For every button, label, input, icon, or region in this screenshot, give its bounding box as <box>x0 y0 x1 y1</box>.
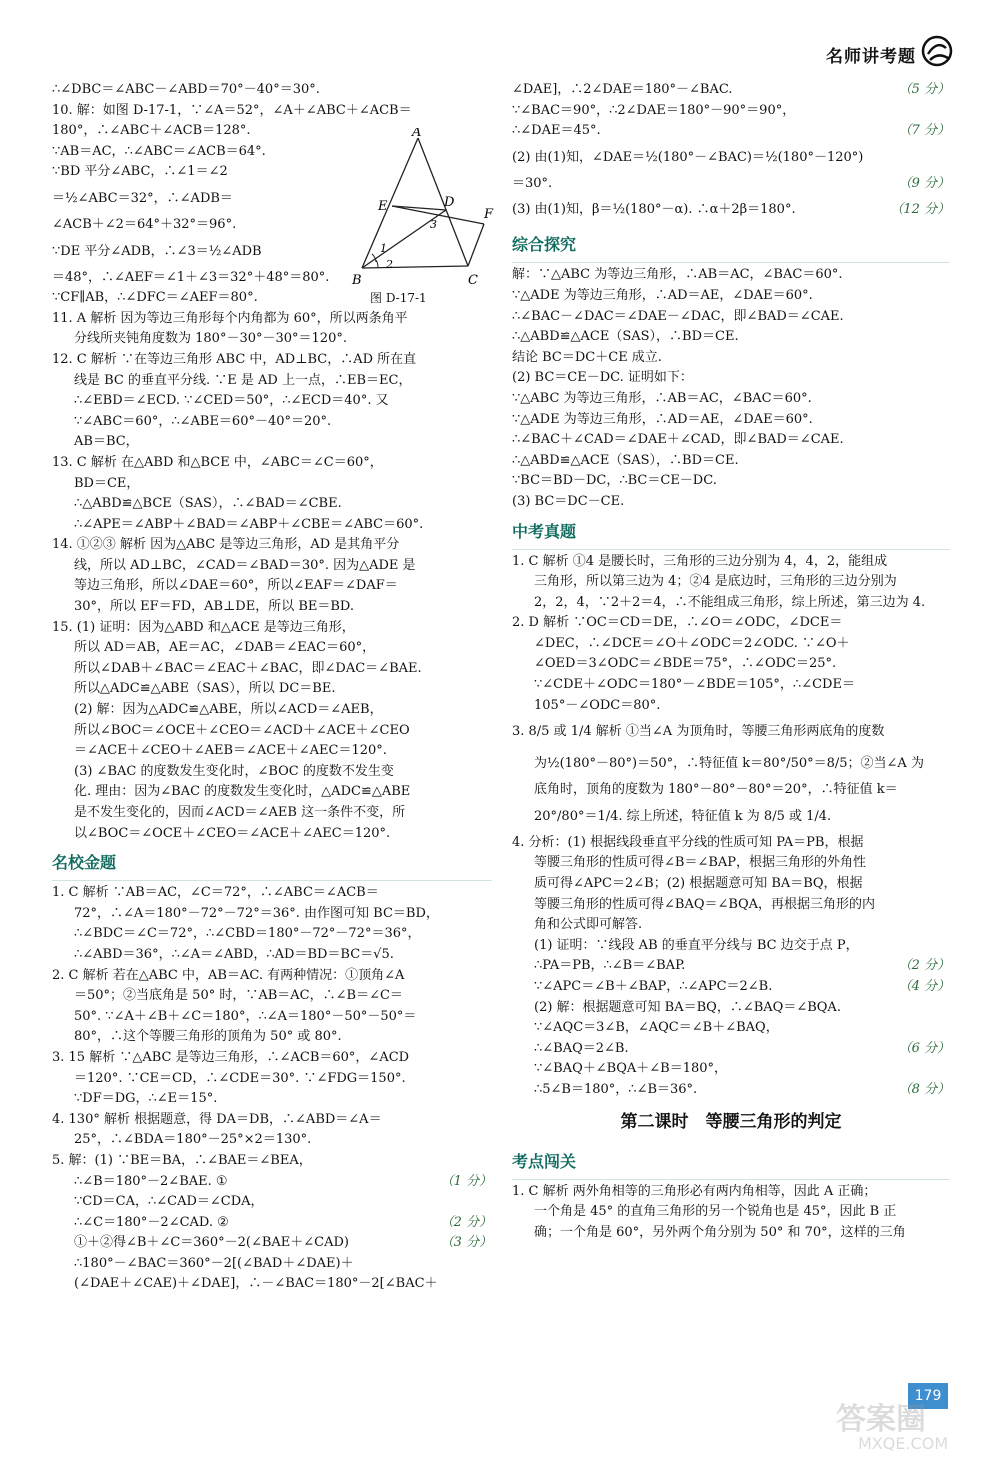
fig-label: 3 <box>430 218 437 231</box>
line-text: ∴∠B＝180°－2∠BAE. ① <box>74 1173 228 1189</box>
score-points: （4 分） <box>898 979 950 994</box>
line-text: 80°，∴这个等腰三角形的顶角为 50° 或 80°. <box>74 1029 342 1045</box>
watermark-logo-icon <box>828 1395 978 1453</box>
text-line <box>52 597 492 618</box>
text-line <box>512 194 950 226</box>
text-line <box>512 1202 950 1223</box>
line-text: 所以∠DAB＋∠BAC＝∠EAC＋∠BAC，即∠DAC＝∠BAE. <box>74 660 422 676</box>
text-line <box>52 700 492 721</box>
text-line <box>52 1192 492 1213</box>
line-text: ∵∠BAQ＋∠BQA＋∠B＝180°， <box>534 1061 728 1077</box>
fig-label: C <box>468 273 478 288</box>
line-text: ∴5∠B＝180°，∴∠B＝36°. <box>534 1081 698 1097</box>
text-line <box>52 1048 492 1069</box>
line-text: 3. 15 解析 ∵△ABC 是等边三角形，∴∠ACB＝60°，∠ACD <box>52 1049 410 1065</box>
text-line <box>512 430 950 451</box>
line-text: 4. 分析：(1) 根据线段垂直平分线的性质可知 PA＝PB，根据 <box>512 834 864 850</box>
line-text: ∴∠ABD＝36°，∴∠A＝∠ABD，∴AD＝BD＝BC＝√5. <box>74 946 394 962</box>
text-line <box>512 895 950 916</box>
line-text: 12. C 解析 ∵在等边三角形 ABC 中，AD⊥BC，∴AD 所在直 <box>52 351 417 367</box>
figure-caption: 图 D-17-1 <box>370 291 427 305</box>
line-text: (3) ∠BAC 的度数发生变化时，∠BOC 的度数不发生变 <box>74 763 394 779</box>
right-column <box>512 80 950 1243</box>
triangle-diagram <box>340 128 496 288</box>
text-line <box>512 471 950 492</box>
score-points: （5 分） <box>898 82 950 97</box>
line-text: (1) 证明：∵线段 AB 的垂直平分线与 BC 边交于点 P， <box>534 937 859 953</box>
section-heading <box>512 228 950 263</box>
text-line <box>52 391 492 412</box>
left-column <box>52 80 492 1295</box>
text-line <box>52 1233 492 1254</box>
text-line <box>52 618 492 639</box>
text-line <box>52 412 492 433</box>
text-line <box>52 924 492 945</box>
text-line <box>512 613 950 634</box>
text-line <box>512 654 950 675</box>
text-line <box>512 101 950 122</box>
text-line <box>52 1172 492 1193</box>
text-line <box>52 1274 492 1295</box>
text-line <box>52 638 492 659</box>
fig-label: B <box>352 273 362 288</box>
line-text: 等边三角形，所以∠DAE＝60°，所以∠EAF＝∠DAF＝ <box>74 578 398 594</box>
fig-label: 2 <box>386 258 393 271</box>
page-number: 179 <box>908 1383 948 1409</box>
line-text: 11. A 解析 因为等边三角形每个内角都为 60°，所以两条角平 <box>52 310 408 326</box>
line-text: 50°. ∵∠A＋∠B＋∠C＝180°，∴∠A＝180°－50°－50°＝ <box>74 1008 417 1024</box>
text-line <box>52 1007 492 1028</box>
brand-logo-icon <box>920 34 954 68</box>
text-line <box>512 593 950 614</box>
line-text: (2) 解：根据题意可知 BA＝BQ，∴∠BAQ＝∠BQA. <box>534 999 841 1015</box>
text-line <box>52 1254 492 1275</box>
text-line <box>52 883 492 904</box>
text-line <box>52 474 492 495</box>
line-text: 2. D 解析 ∵OC＝CD＝DE，∴∠O＝∠ODC，∠DCE＝ <box>512 615 843 631</box>
text-line <box>512 634 950 655</box>
score-points: （1 分） <box>440 1173 492 1189</box>
line-text: 2，2，4，∵2＋2＝4，∴不能组成三角形，综上所述，第三边为 4. <box>534 594 926 610</box>
text-line <box>52 101 492 122</box>
text-line <box>512 1059 950 1080</box>
line-text: 第二课时 等腰三角形的判定 <box>620 1111 842 1132</box>
text-line <box>512 389 950 410</box>
line-text: 4. 130° 解析 根据题意，得 DA＝DB，∴∠ABD＝∠A＝ <box>52 1111 382 1127</box>
line-text: 名校金题 <box>52 853 117 873</box>
line-text: ∵BD 平分∠ABC，∴∠1＝∠2 <box>52 164 228 180</box>
line-text: 解：∵△ABC 为等边三角形，∴AB＝AC，∠BAC＝60°. <box>512 267 843 283</box>
line-text: ∴∠BDC＝∠C＝72°，∴∠CBD＝180°－72°－72°＝36°， <box>74 926 421 942</box>
line-text: ∵∠ABC＝60°，∴∠ABE＝60°－40°＝20°. <box>74 413 332 429</box>
line-text: 10. 解：如图 D-17-1，∵∠A＝52°，∠A＋∠ABC＋∠ACB＝ <box>52 102 412 118</box>
text-line <box>512 348 950 369</box>
line-text: 中考真题 <box>512 521 577 541</box>
text-line <box>512 142 950 174</box>
section-heading <box>52 846 492 881</box>
text-line <box>52 494 492 515</box>
line-text: (2) 解：因为△ADC≌△ABE，所以∠ACD＝∠AEB， <box>74 702 383 718</box>
lesson-heading <box>512 1101 950 1143</box>
fig-label: E <box>378 199 388 214</box>
text-line <box>512 265 950 286</box>
line-text: 72°，∴∠A＝180°－72°－72°＝36°. 由作图可知 BC＝BD， <box>74 905 439 921</box>
score-points: （12 分） <box>890 202 950 218</box>
line-text: 2. C 解析 若在△ABC 中，AB＝AC. 有两种情况：①顶角∠A <box>52 967 405 983</box>
text-line <box>52 1110 492 1131</box>
text-line <box>512 1039 950 1060</box>
line-text: ∠OED＝3∠ODC＝∠BDE＝75°，∴∠ODC＝25°. <box>534 656 837 672</box>
score-points: （7 分） <box>898 123 950 139</box>
text-line <box>512 451 950 472</box>
text-line <box>52 432 492 453</box>
line-text: 180°，∴∠ABC＋∠ACB＝128°. <box>52 123 251 139</box>
fig-label-a: A <box>412 128 422 140</box>
text-line <box>52 1151 492 1172</box>
line-text: ∴∠BAC＋∠CAD＝∠DAE＋∠CAD，即∠BAD＝∠CAE. <box>512 432 844 448</box>
text-line <box>52 945 492 966</box>
text-line <box>512 915 950 936</box>
section-heading <box>512 515 950 550</box>
score-points: （6 分） <box>898 1040 950 1056</box>
text-line <box>512 1223 950 1244</box>
text-line <box>52 350 492 371</box>
line-text: ∴△ABD≌△ACE（SAS），∴BD＝CE. <box>512 329 739 345</box>
line-text: BD＝CE， <box>74 475 140 491</box>
line-text: ∴∠DBC＝∠ABC－∠ABD＝70°－40°＝30°. <box>52 82 320 97</box>
text-line <box>512 80 950 101</box>
score-points: （9 分） <box>898 175 950 191</box>
line-text: ∴∠DAE＝45°. <box>512 123 601 139</box>
line-text: 是不发生变化的，因而∠ACD＝∠AEB 这一条件不变，所 <box>74 805 406 820</box>
text-line <box>512 1182 950 1203</box>
line-text: 综合探究 <box>512 235 577 255</box>
line-text: ∵BC＝BD－DC，∴BC＝CE－DC. <box>512 473 717 489</box>
text-line <box>512 1080 950 1101</box>
line-text: ＝½∠ABC＝32°，∴∠ADB＝ <box>52 190 233 206</box>
text-line <box>512 1018 950 1039</box>
text-line <box>52 762 492 783</box>
line-text: ∴∠C＝180°－2∠CAD. ② <box>74 1214 229 1230</box>
line-text: 20°/80°＝1/4. 综上所述，特征值 k 为 8/5 或 1/4. <box>534 808 832 824</box>
text-line <box>512 572 950 593</box>
line-text: ∴△ABD≌△BCE（SAS），∴∠BAD＝∠CBE. <box>74 496 342 512</box>
line-text: ＝48°，∴∠AEF＝∠1＋∠3＝32°＋48°＝80°. <box>52 269 330 285</box>
text-line <box>512 552 950 573</box>
line-text: (2) 由(1)知，∠DAE＝½(180°－∠BAC)＝½(180°－120°) <box>512 149 864 165</box>
text-line <box>52 1069 492 1090</box>
svg-text:MXQE.COM: MXQE.COM <box>858 1434 949 1453</box>
line-text: ∠ACB＋∠2＝64°＋32°＝96°. <box>52 216 237 232</box>
text-line <box>512 801 950 833</box>
text-line <box>512 675 950 696</box>
line-text: ∴∠BAQ＝2∠B. <box>534 1040 629 1056</box>
line-text: 13. C 解析 在△ABD 和△BCE 中，∠ABC＝∠C＝60°， <box>52 454 383 470</box>
fig-label: 1 <box>380 242 387 255</box>
line-text: ∵CD＝CA，∴∠CAD＝∠CDA， <box>74 1194 264 1210</box>
text-line <box>52 515 492 536</box>
line-text: 15. (1) 证明：因为△ABD 和△ACE 是等边三角形， <box>52 619 355 635</box>
line-text: ∵△ADE 为等边三角形，∴AD＝AE，∠DAE＝60°. <box>512 287 813 303</box>
line-text: ∴△ABD≌△ACE（SAS），∴BD＝CE. <box>512 452 739 468</box>
text-line <box>52 1130 492 1151</box>
line-text: 一个角是 45° 的直角三角形的另一个锐角也是 45°，因此 B 正 <box>534 1204 897 1220</box>
fig-label: D <box>444 195 455 210</box>
header-title: 名师讲考题 <box>826 47 916 67</box>
score-points: （8 分） <box>898 1081 950 1097</box>
text-line <box>52 1089 492 1110</box>
line-text: (2) BC＝CE－DC. 证明如下： <box>512 370 693 386</box>
line-text: ∴∠APE＝∠ABP＋∠BAD＝∠ABP＋∠CBE＝∠ABC＝60°. <box>74 516 424 532</box>
line-text: ∠DAE]，∴2∠DAE＝180°－∠BAC. <box>512 82 733 97</box>
text-line <box>52 679 492 700</box>
text-line <box>512 368 950 389</box>
text-line <box>512 956 950 977</box>
text-line <box>512 936 950 957</box>
text-line <box>52 371 492 392</box>
line-text: 25°，∴∠BDA＝180°－25°×2＝130°. <box>74 1132 312 1148</box>
line-text: 等腰三角形的性质可得∠B＝∠BAP，根据三角形的外角性 <box>534 855 867 871</box>
score-points: （2 分） <box>898 958 950 974</box>
line-text: ∵DF＝DG，∴∠E＝15°. <box>74 1091 218 1107</box>
line-text: 3. 8/5 或 1/4 解析 ①当∠A 为顶角时，等腰三角形两底角的度数 <box>512 724 885 740</box>
score-points: （3 分） <box>440 1235 492 1251</box>
text-line <box>512 410 950 431</box>
line-text: 等腰三角形的性质可得∠BAQ＝∠BQA，再根据三角形的内 <box>534 896 875 912</box>
text-line <box>52 576 492 597</box>
line-text: 所以∠BOC＝∠OCE＋∠CEO＝∠ACD＋∠ACE＋∠CEO <box>74 722 410 738</box>
section-heading <box>512 1145 950 1180</box>
line-text: ∴180°－∠BAC＝360°－2[(∠BAD＋∠DAE)＋ <box>74 1255 354 1271</box>
text-line <box>52 824 492 845</box>
text-line <box>52 782 492 803</box>
text-line <box>512 977 950 998</box>
text-line <box>512 492 950 513</box>
text-line <box>512 121 950 142</box>
line-text: ∵∠APC＝∠B＋∠BAP，∴∠APC＝2∠B. <box>534 979 773 994</box>
line-text: 线，所以 AD⊥BC，∠CAD＝∠BAD＝30°. 因为△ADE 是 <box>74 557 416 573</box>
line-text: ∴∠EBD＝∠ECD. ∵∠CED＝50°，∴∠ECD＝40°. 又 <box>74 393 389 409</box>
line-text: 质可得∠APC＝2∠B；(2) 根据题意可知 BA＝BQ，根据 <box>534 876 863 892</box>
line-text: 三角形，所以第三边为 4；②4 是底边时，三角形的三边分别为 <box>534 574 897 590</box>
text-line <box>52 904 492 925</box>
line-text: ①＋②得∠B＋∠C＝360°－2(∠BAE＋∠CAD) <box>74 1235 349 1251</box>
text-line <box>52 966 492 987</box>
score-points: （2 分） <box>440 1214 492 1230</box>
text-line <box>52 453 492 474</box>
text-line <box>52 803 492 824</box>
line-text: 确；一个角是 60°，另外两个角分别为 50° 和 70°，这样的三角 <box>534 1224 906 1240</box>
line-text: ＝∠ACE＋∠CEO＋∠AEB＝∠ACE＋∠AEC＝120°. <box>74 743 387 759</box>
line-text: ＝50°；②当底角是 50° 时，∵AB＝AC，∴∠B＝∠C＝ <box>74 988 403 1004</box>
text-line <box>52 1213 492 1234</box>
text-line <box>512 696 950 717</box>
line-text: ∵CF∥AB，∴∠DFC＝∠AEF＝80°. <box>52 290 258 306</box>
line-text: (3) 由(1)知，β＝½(180°－α). ∴α＋2β＝180°. <box>512 202 796 218</box>
line-text: 105°－∠ODC＝80°. <box>534 697 661 713</box>
line-text: 1. C 解析 两外角相等的三角形必有两内角相等，因此 A 正确； <box>512 1183 877 1199</box>
text-line <box>52 535 492 556</box>
line-text: ∵∠AQC＝3∠B，∠AQC＝∠B＋∠BAQ， <box>534 1020 779 1036</box>
line-text: 以∠BOC＝∠OCE＋∠CEO＝∠ACE＋∠AEC＝120°. <box>74 825 391 841</box>
line-text: 所以 AD＝AB，AE＝AC，∠DAB＝∠EAC＝60°， <box>74 640 376 656</box>
text-line <box>52 659 492 680</box>
text-line <box>512 716 950 748</box>
line-text: 角和公式即可解答. <box>534 917 643 933</box>
line-text: 为½(180°－80°)＝50°，∴特征值 k＝80°/50°＝8/5；②当∠A 为 <box>534 756 924 772</box>
line-text: 分线所夹钝角度数为 180°－30°－30°＝120°. <box>74 331 347 347</box>
svg-text:答案圈: 答案圈 <box>836 1402 926 1437</box>
line-text: ∵DE 平分∠ADB，∴∠3＝½∠ADB <box>52 243 262 259</box>
text-line <box>52 741 492 762</box>
text-line <box>512 833 950 854</box>
text-line <box>512 307 950 328</box>
text-line <box>52 329 492 350</box>
line-text: 考点闯关 <box>512 1151 577 1171</box>
line-text: ∵△ADE 为等边三角形，∴AD＝AE，∠DAE＝60°. <box>512 411 813 427</box>
line-text: 底角时，顶角的度数为 180°－80°－80°＝20°，∴特征值 k＝ <box>534 782 898 798</box>
line-text: ∵∠CDE＋∠ODC＝180°－∠BDE＝105°，∴∠CDE＝ <box>534 677 855 693</box>
fig-label: F <box>484 207 494 222</box>
text-line <box>512 853 950 874</box>
line-text: 1. C 解析 ∵AB＝AC，∠C＝72°，∴∠ABC＝∠ACB＝ <box>52 885 379 901</box>
line-text: AB＝BC， <box>74 434 139 450</box>
text-line <box>512 874 950 895</box>
line-text: ＝120°. ∵CE＝CD，∴∠CDE＝30°. ∵∠FDG＝150°. <box>74 1070 406 1086</box>
line-text: ∠DEC，∴∠DCE＝∠O＋∠ODC＝2∠ODC. ∵∠O＋ <box>534 635 850 651</box>
text-line <box>52 80 492 101</box>
figure-d-17-1 <box>340 128 496 306</box>
line-text: ∴∠BAC－∠DAC＝∠DAE－∠DAC，即∠BAD＝∠CAE. <box>512 308 844 324</box>
line-text: ∵∠BAC＝90°，∴2∠DAE＝180°－90°＝90°， <box>512 102 796 118</box>
text-line <box>512 327 950 348</box>
text-line <box>512 998 950 1019</box>
text-line <box>512 286 950 307</box>
line-text: (3) BC＝DC－CE. <box>512 493 625 509</box>
text-line <box>512 748 950 780</box>
line-text: 14. ①②③ 解析 因为△ABC 是等边三角形，AD 是其角平分 <box>52 537 400 553</box>
line-text: ∵AB＝AC，∴∠ABC＝∠ACB＝64°. <box>52 143 266 159</box>
line-text: 1. C 解析 ①4 是腰长时，三角形的三边分别为 4，4，2，能组成 <box>512 553 888 569</box>
line-text: 所以△ADC≌△ABE（SAS），所以 DC＝BE. <box>74 681 336 697</box>
line-text: ＝30°. <box>512 175 553 191</box>
line-text: (∠DAE＋∠CAE)＋∠DAE]，∴－∠BAC＝180°－2[∠BAC＋ <box>74 1276 438 1292</box>
text-line <box>52 721 492 742</box>
text-line <box>52 309 492 330</box>
line-text: 5. 解：(1) ∵BE＝BA，∴∠BAE＝∠BEA， <box>52 1152 312 1168</box>
line-text: ∴PA＝PB，∴∠B＝∠BAP. <box>534 958 686 974</box>
text-line <box>52 556 492 577</box>
line-text: 30°，所以 EF＝FD，AB⊥DE，所以 BE＝BD. <box>74 599 355 615</box>
line-text: 结论 BC＝DC＋CE 成立. <box>512 349 662 365</box>
text-line <box>52 986 492 1007</box>
text-line <box>52 1027 492 1048</box>
line-text: 化. 理由：因为∠BAC 的度数发生变化时，△ADC≌△ABE <box>74 784 411 800</box>
text-line <box>512 780 950 801</box>
line-text: ∵△ABC 为等边三角形，∴AB＝AC，∠BAC＝60°. <box>512 390 812 406</box>
line-text: 线是 BC 的垂直平分线. ∵E 是 AD 上一点，∴EB＝EC， <box>74 372 412 388</box>
text-line <box>512 174 950 195</box>
